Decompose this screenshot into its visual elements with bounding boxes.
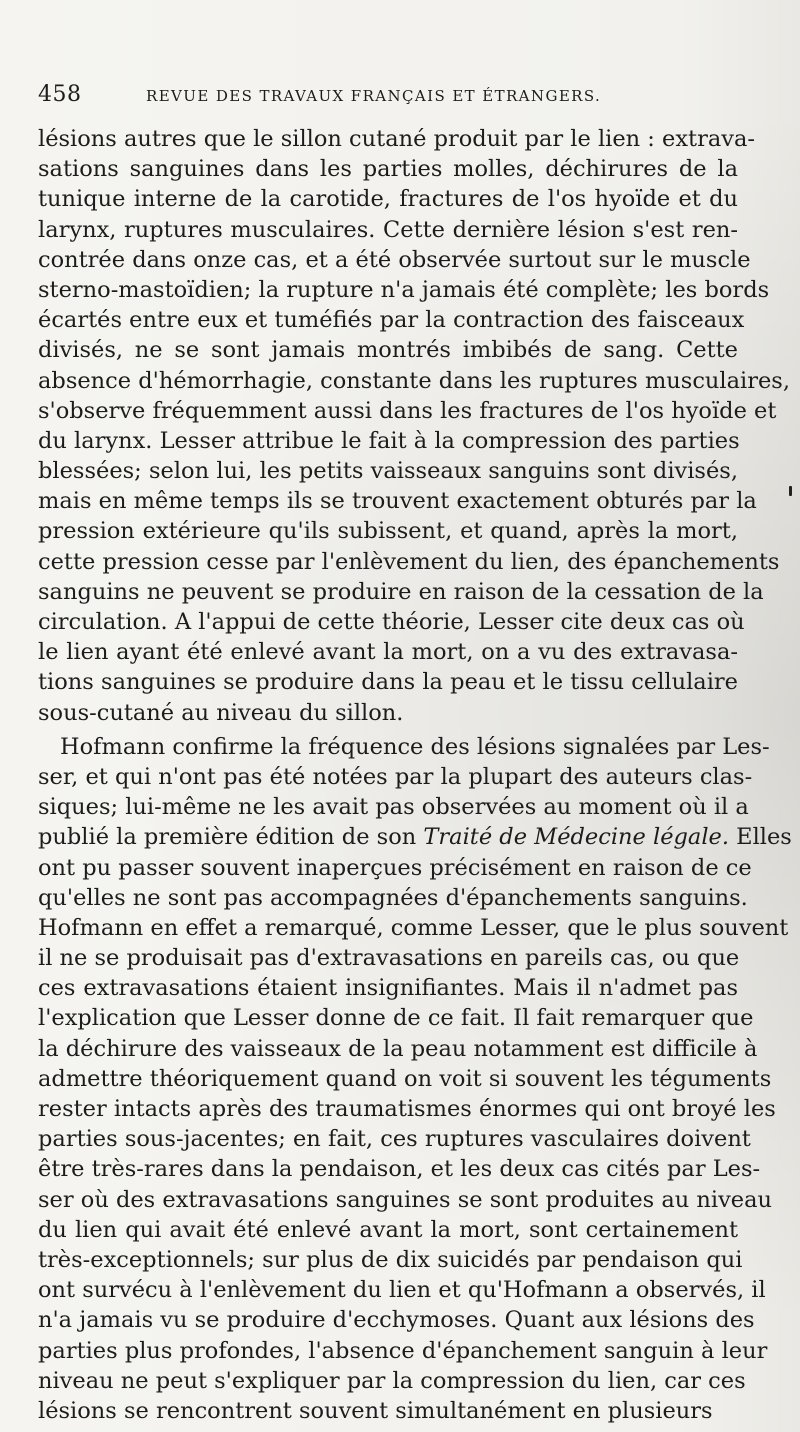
text-line: écartés entre eux et tuméfiés par la contraction des faisceaux — [38, 307, 745, 334]
text-line: n'a jamais vu se produire d'ecchymoses. Quant aux lésions des — [38, 1307, 755, 1334]
page-header — [38, 82, 778, 112]
text-line: ont survécu à l'enlèvement du lien et qu'Hofmann a observés, il — [38, 1277, 766, 1304]
text-line: qu'elles ne sont pas accompagnées d'épanchements sanguins. — [38, 884, 748, 911]
text-line: circulation. A l'appui de cette théorie, Lesser cite deux cas où — [38, 609, 745, 635]
text-line: admettre théoriquement quand on voit si souvent les téguments — [38, 1065, 772, 1092]
text-line: pression extérieure qu'ils subissent, et quand, après la mort, — [38, 518, 738, 545]
text-line: du lien qui avait été enlevé avant la mort, sont certainement — [38, 1216, 738, 1243]
text-line: publié la première édition de son Traité de Médecine légale. Elles — [38, 824, 792, 851]
text-line: contrée dans onze cas, et a été observée surtout sur le muscle — [38, 246, 751, 273]
text-line: ser où des extravasations sanguines se sont produites au niveau — [38, 1186, 773, 1213]
text-line: ces extravasations étaient insignifiantes. Mais il n'admet pas — [38, 975, 738, 1002]
book-title: Traité de Médecine légale. — [423, 824, 729, 851]
body-text — [38, 124, 792, 1426]
page-number: 458 — [38, 82, 82, 107]
running-head: REVUE DES TRAVAUX FRANÇAIS ET ÉTRANGERS. — [146, 87, 602, 105]
text-line: niveau ne peut s'expliquer par la compression du lien, car ces — [38, 1367, 746, 1394]
text-line: blessées; selon lui, les petits vaisseaux sanguins sont divisés, — [38, 458, 738, 485]
paragraph-1 — [38, 124, 791, 728]
text-line: du larynx. Lesser attribue le fait à la compression des parties — [38, 427, 740, 454]
text-line: cette pression cesse par l'enlèvement du lien, des épanchements — [38, 548, 780, 575]
text-line: sations sanguines dans les parties molles, déchirures de la — [38, 156, 738, 183]
text-line: ser, et qui n'ont pas été notées par la plupart des auteurs clas- — [38, 763, 753, 790]
text-line: sous-cutané au niveau du sillon. — [38, 699, 404, 726]
text-line: tions sanguines se produire dans la peau et le tissu cellulaire — [38, 669, 738, 696]
text-line: absence d'hémorrhagie, constante dans les ruptures musculaires, — [38, 367, 791, 394]
text-line: sterno-mastoïdien; la rupture n'a jamais été complète; les bords — [38, 276, 770, 303]
text-line: le lien ayant été enlevé avant la mort, on a vu des extravasa- — [38, 639, 738, 666]
text-line: Hofmann confirme la fréquence des lésions signalées par Les- — [60, 733, 770, 760]
text-line: sanguins ne peuvent se produire en raison de la cessation de la — [38, 578, 764, 605]
text-line: rester intacts après des traumatismes énormes qui ont broyé les — [38, 1096, 776, 1122]
text-line: ont pu passer souvent inaperçues précisément en raison de ce — [38, 854, 752, 881]
text-line: parties sous-jacentes; en fait, ces ruptures vasculaires doivent — [38, 1126, 751, 1153]
paragraph-2 — [38, 732, 792, 1426]
text-line: l'explication que Lesser donne de ce fait. Il fait remarquer que — [38, 1005, 754, 1032]
text-line: mais en même temps ils se trouvent exactement obturés par la — [38, 488, 757, 515]
text-line: lésions se rencontrent souvent simultanément en plusieurs — [38, 1397, 713, 1424]
text-line: parties plus profondes, l'absence d'épanchement sanguin à leur — [38, 1337, 768, 1364]
text-line: la déchirure des vaisseaux de la peau notamment est difficile à — [38, 1035, 758, 1062]
text-line: très-exceptionnels; sur plus de dix suicidés par pendaison qui — [38, 1246, 743, 1273]
margin-mark — [789, 486, 792, 496]
text-line: tunique interne de la carotide, fractures de l'os hyoïde et du — [38, 186, 738, 213]
text-line: Hofmann en effet a remarqué, comme Lesser, que le plus souvent — [38, 914, 789, 941]
text-line: siques; lui-même ne les avait pas observées au moment où il a — [38, 794, 749, 821]
text-line: divisés, ne se sont jamais montrés imbibés de sang. Cette — [38, 337, 738, 364]
text-line: il ne se produisait pas d'extravasations en pareils cas, ou que — [38, 945, 740, 972]
text-line: lésions autres que le sillon cutané produit par le lien : extrava- — [38, 126, 755, 152]
text-line: s'observe fréquemment aussi dans les fractures de l'os hyoïde et — [38, 397, 777, 424]
text-line: être très-rares dans la pendaison, et les deux cas cités par Les- — [38, 1156, 761, 1183]
text-line: larynx, ruptures musculaires. Cette dernière lésion s'est ren- — [38, 216, 738, 243]
